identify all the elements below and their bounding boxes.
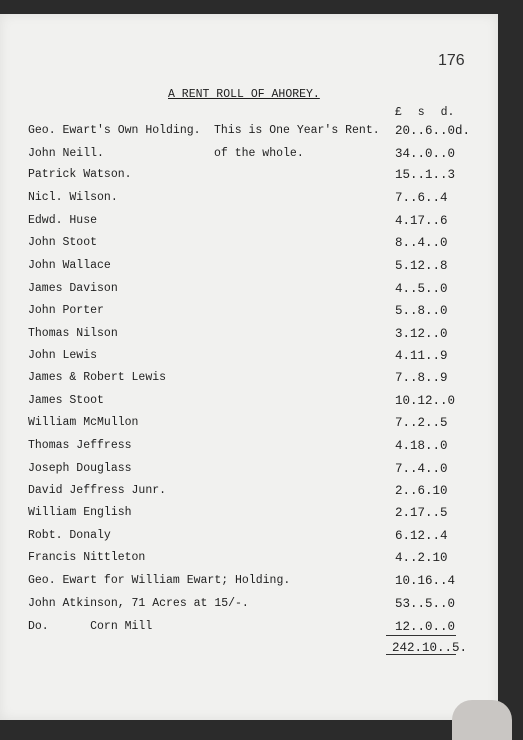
list-item (0, 574, 498, 594)
list-item (0, 597, 498, 617)
entry-name: William English (28, 506, 132, 519)
list-item (0, 484, 498, 504)
entry-amount: 20..6..0d. (395, 124, 471, 138)
list-item (0, 439, 498, 459)
entry-amount: 4.17..6 (395, 214, 448, 228)
entry-name: Geo. Ewart's Own Holding. (28, 124, 201, 137)
list-item (0, 416, 498, 436)
list-item (0, 304, 498, 324)
list-item (0, 529, 498, 549)
entry-name: David Jeffress Junr. (28, 484, 167, 497)
entry-name: John Neill. (28, 147, 104, 160)
entry-amount: 4..2.10 (395, 551, 448, 565)
entry-amount: 10.16..4 (395, 574, 456, 588)
entry-amount: 5.12..8 (395, 259, 448, 273)
total-amount: 242.10..5. (392, 641, 468, 655)
currency-header: £ s d. (395, 106, 455, 119)
entry-name: Thomas Jeffress (28, 439, 132, 452)
entry-name: John Porter (28, 304, 104, 317)
total-rule-bottom (386, 654, 456, 655)
entry-note: This is One Year's Rent. (214, 124, 380, 137)
entry-amount: 34..0..0 (395, 147, 456, 161)
thumb-shadow (452, 700, 512, 740)
entry-name: James & Robert Lewis (28, 371, 167, 384)
entry-name: Joseph Douglass (28, 462, 132, 475)
entry-amount: 10.12..0 (395, 394, 456, 408)
list-item (0, 620, 498, 640)
list-item (0, 124, 498, 144)
list-item (0, 214, 498, 234)
list-item (0, 236, 498, 256)
entry-amount: 7..6..4 (395, 191, 448, 205)
entry-amount: 4.11..9 (395, 349, 448, 363)
entry-name: John Wallace (28, 259, 111, 272)
entry-amount: 12..0..0 (395, 620, 456, 634)
entry-name: Do. Corn Mill (28, 620, 153, 633)
entry-name: Robt. Donaly (28, 529, 111, 542)
list-item (0, 462, 498, 482)
entry-name: James Stoot (28, 394, 104, 407)
total-rule-top (386, 635, 456, 636)
entry-amount: 4.18..0 (395, 439, 448, 453)
page-number: 176 (438, 52, 465, 69)
entry-amount: 8..4..0 (395, 236, 448, 250)
entry-amount: 15..1..3 (395, 168, 456, 182)
list-item (0, 191, 498, 211)
list-item (0, 506, 498, 526)
list-item (0, 349, 498, 369)
document-title: A RENT ROLL OF AHOREY. (168, 88, 320, 101)
entry-amount: 2.17..5 (395, 506, 448, 520)
entry-amount: 7..8..9 (395, 371, 448, 385)
entry-name: Francis Nittleton (28, 551, 146, 564)
entry-amount: 3.12..0 (395, 327, 448, 341)
entry-amount: 6.12..4 (395, 529, 448, 543)
entry-name: John Stoot (28, 236, 98, 249)
entry-name: James Davison (28, 282, 118, 295)
entry-name: Geo. Ewart for William Ewart; Holding. (28, 574, 291, 587)
entry-name: Thomas Nilson (28, 327, 118, 340)
entry-amount: 53..5..0 (395, 597, 456, 611)
list-item (0, 551, 498, 571)
list-item (0, 259, 498, 279)
entry-amount: 2..6.10 (395, 484, 448, 498)
list-item (0, 168, 498, 188)
list-item (0, 282, 498, 302)
entry-name: John Atkinson, 71 Acres at 15/-. (28, 597, 249, 610)
entry-name: William McMullon (28, 416, 139, 429)
entry-name: Patrick Watson. (28, 168, 132, 181)
list-item (0, 327, 498, 347)
list-item (0, 394, 498, 414)
entry-note: of the whole. (214, 147, 304, 160)
entry-amount: 5..8..0 (395, 304, 448, 318)
document-page (0, 14, 498, 720)
entry-amount: 7..4..0 (395, 462, 448, 476)
entry-name: Nicl. Wilson. (28, 191, 118, 204)
list-item (0, 371, 498, 391)
entry-amount: 4..5..0 (395, 282, 448, 296)
entry-name: John Lewis (28, 349, 98, 362)
list-item (0, 147, 498, 167)
entry-name: Edwd. Huse (28, 214, 98, 227)
entry-amount: 7..2..5 (395, 416, 448, 430)
